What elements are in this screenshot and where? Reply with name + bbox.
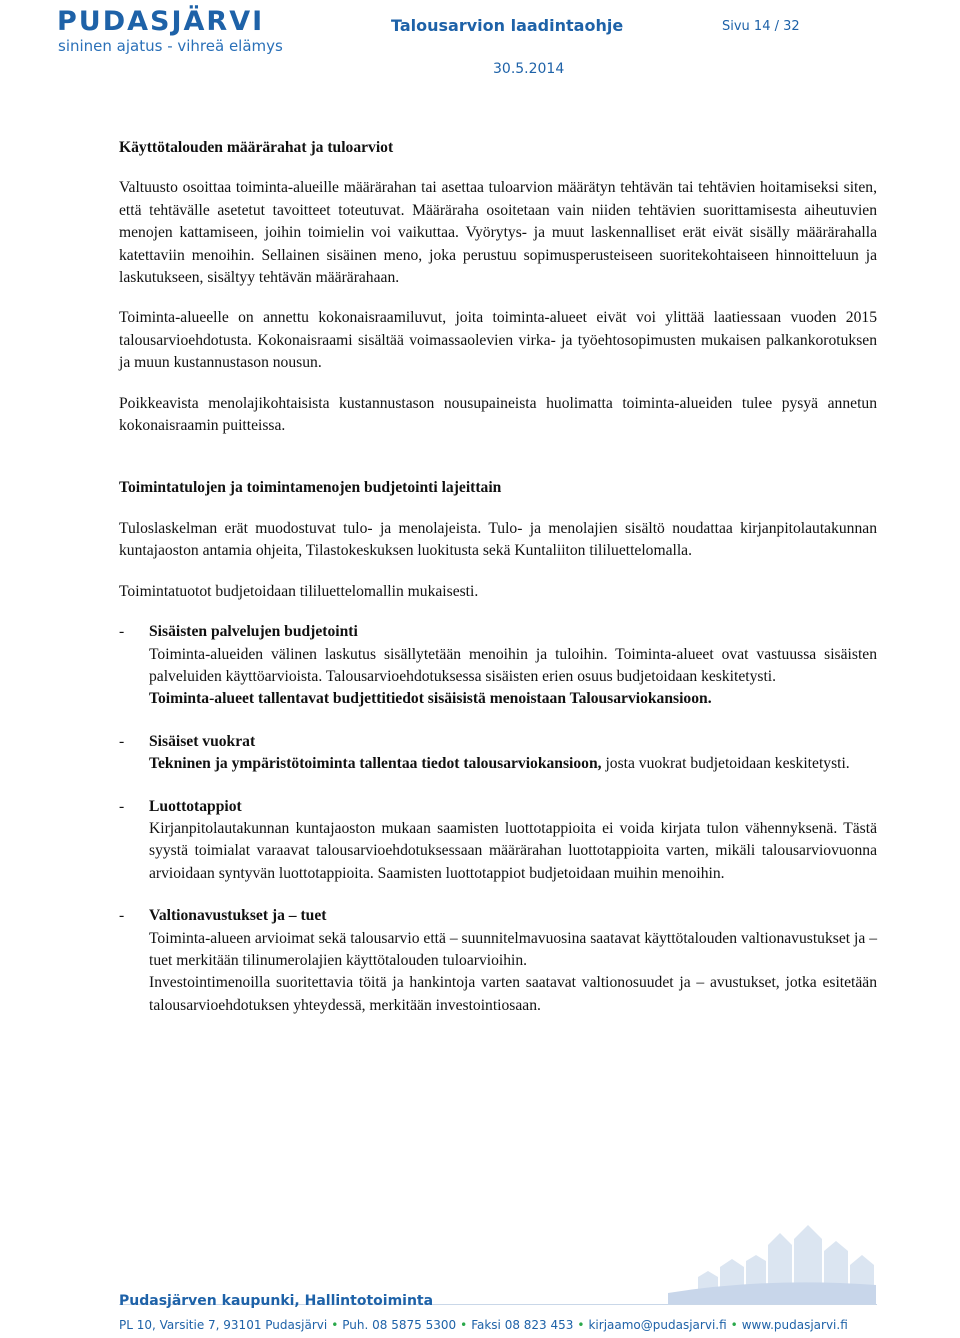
list-item-text — [149, 753, 877, 775]
list-item-rest: josta vuokrat budjetoidaan keskitetysti. — [601, 755, 850, 773]
footer-fax: Faksi 08 823 453 — [471, 1318, 574, 1332]
list-item-bold-line: Toiminta-alueet tallentavat budjettitiedot sisäisistä menoistaan Talousarviokansioon. — [149, 690, 712, 708]
list-item-text: Investointimenoilla suoritettavia töitä ja hankintoja varten saatavat valtionosuudet ja – avustukset, jotka esitetään talousarvioehdotuksen yhteydessä, merkitään investointiosaan. — [149, 974, 877, 1014]
list-item-title: Luottotappiot — [149, 797, 242, 815]
list-item-title: Sisäisten palvelujen budjetointi — [149, 623, 358, 641]
document-title: Talousarvion laadintaohje — [391, 16, 624, 35]
list-dash: - — [119, 732, 125, 750]
footer-phone: Puh. 08 5875 5300 — [342, 1318, 457, 1332]
list-item-text: Kirjanpitolautakunnan kuntajaoston mukaan saamisten luottotappioita ei voida kirjata tulon vähennyksenä. Tästä syystä toimialat varaavat talousarvioehdotuksessaan määrärahan luottotappioita varten, mikäli talousarviovuonna arvioidaan syntyvän luottotappioita. Saamisten luottotappiot budjetoidaan muihin menoihin. — [149, 819, 877, 882]
bullet-icon: • — [577, 1318, 585, 1332]
list-item — [119, 905, 877, 1017]
section-heading-budjetointi: Toimintatulojen ja toimintamenojen budjetointi lajeittain — [119, 479, 502, 497]
list-item — [119, 621, 877, 711]
paragraph: Tuloslaskelman erät muodostuvat tulo- ja menolajeista. Tulo- ja menolajien sisältö noudattaa kirjanpitolautakunnan kuntajaoston antamia ohjeita, Tilastokeskuksen luokitusta sekä Kuntaliiton tililuettelomalla. — [119, 519, 877, 560]
list-item-text: Toiminta-alueiden välinen laskutus sisällytetään menoihin ja tuloihin. Toiminta-alueet ovat vastuussa sisäisten palveluiden käyttöarvioista. Talousarvioehdotuksessa sisäisten erien osuus budjetoidaan keskitetysti. — [149, 645, 877, 685]
list-item-bold-part: Tekninen ja ympäristötoiminta tallentaa tiedot talousarviokansioon, — [149, 755, 602, 773]
logo-name: PUDASJÄRVI — [57, 6, 265, 37]
paragraph: Poikkeavista menolajikohtaisista kustannustason nousupaineista huolimatta toiminta-alueiden tulee pysyä annetun kokonaisraamin puitteissa. — [119, 394, 877, 435]
list-item — [119, 731, 877, 776]
list-item-title: Valtionavustukset ja – tuet — [149, 907, 327, 925]
pudasjarvi-logo — [57, 6, 297, 58]
logo-slogan: sininen ajatus - vihreä elämys — [58, 37, 283, 55]
list-dash: - — [119, 797, 125, 815]
list-item — [119, 796, 877, 886]
footer-organization: Pudasjärven kaupunki, Hallintotoiminta — [119, 1293, 434, 1309]
page-indicator: Sivu 14 / 32 — [722, 19, 800, 34]
paragraph: Valtuusto osoittaa toiminta-alueille määrärahan tai asettaa tuloarvion määrätyn tehtävän tai tehtävien hoitamiseksi siten, että tehtävälle asetetut tavoitteet toteutuvat. Määräraha osoitetaan vain niiden tehtävien suorittamisesta aiheutuvien menojen kattamiseen, joihin toimielin voi vaikuttaa. Vyörytys- ja muut laskennalliset erät eivät sisälly määrärahalla katettaviin menoihin. Sellainen sisäinen meno, joka perustuu sopimusperusteiseen suoritekohtaiseen hinnoitteluun ja laskutukseen, sisältyy tehtävän määrärahaan. — [119, 179, 877, 287]
list-item-text: Toiminta-alueen arvioimat sekä talousarvio että – suunnitelmavuosina saatavat käyttötalouden valtionavustukset ja – tuet merkitään tilinumerolajien käyttötalouden tuloarvioihin. — [149, 929, 877, 969]
skyline-graphic — [668, 1215, 876, 1305]
bullet-icon: • — [730, 1318, 738, 1332]
bullet-icon: • — [331, 1318, 339, 1332]
paragraph: Toimintatuotot budjetoidaan tililuettelomallin mukaisesti. — [119, 582, 479, 600]
document-date: 30.5.2014 — [493, 61, 565, 77]
list-dash: - — [119, 623, 125, 641]
list-dash: - — [119, 907, 125, 925]
footer-contact — [119, 1318, 848, 1332]
footer-website[interactable]: www.pudasjarvi.fi — [741, 1318, 848, 1332]
bullet-icon: • — [460, 1318, 468, 1332]
footer-address: PL 10, Varsitie 7, 93101 Pudasjärvi — [119, 1318, 328, 1332]
footer-email[interactable]: kirjaamo@pudasjarvi.fi — [588, 1318, 727, 1332]
section-heading-kayttotalous: Käyttötalouden määrärahat ja tuloarviot — [119, 139, 394, 156]
document-body — [119, 137, 877, 1017]
list-item-title: Sisäiset vuokrat — [149, 732, 256, 750]
paragraph: Toiminta-alueelle on annettu kokonaisraamiluvut, joita toiminta-alueet eivät voi ylittää laatiessaan vuoden 2015 talousarvioehdotusta. Kokonaisraami sisältää voimassaolevien virka- ja työehtosopimusten mukaisen palkankorotuksen ja muun kustannustason nousun. — [119, 309, 877, 372]
